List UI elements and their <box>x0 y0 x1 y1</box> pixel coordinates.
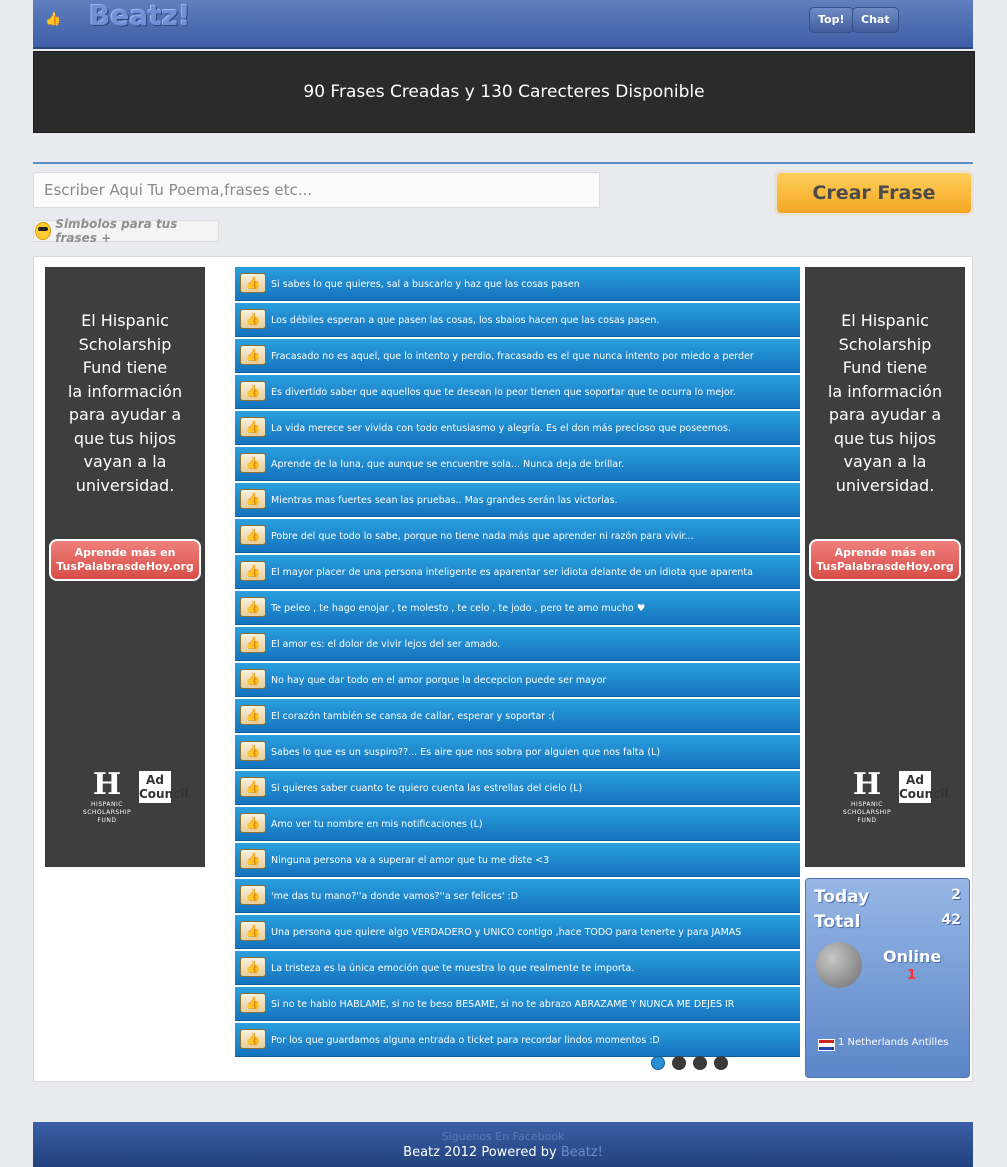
ad-line: Scholarship <box>838 334 932 354</box>
phrase-text: Si sabes lo que quieres, sal a buscarlo y haz que las cosas pasen <box>271 279 580 290</box>
like-thumb-icon[interactable]: 👍 <box>240 705 266 725</box>
phrase-composer <box>33 162 973 244</box>
ad-line: Fund tiene <box>82 358 168 377</box>
globe-icon <box>816 942 862 988</box>
hsf-logo <box>79 769 135 825</box>
banner-text: 90 Frases Creadas y 130 Carecteres Disponible <box>303 82 705 102</box>
like-thumb-icon[interactable]: 👍 <box>240 741 266 761</box>
powered-brand-link[interactable]: Beatz! <box>560 1145 603 1160</box>
phrase-row[interactable] <box>235 339 800 373</box>
online-count: 1 <box>907 968 917 983</box>
phrase-row[interactable] <box>235 807 800 841</box>
top-header <box>33 0 973 49</box>
ad-text <box>805 309 965 497</box>
phrase-text: Si no te hablo HABLAME, si no te beso BESAME, si no te abrazo ABRAZAME Y NUNCA ME DEJES IR <box>271 999 735 1010</box>
phrase-row[interactable] <box>235 303 800 337</box>
nav-top-button[interactable]: Top! <box>809 7 854 33</box>
pager-dot[interactable] <box>651 1056 665 1070</box>
pager-dot[interactable] <box>693 1056 707 1070</box>
like-thumb-icon[interactable]: 👍 <box>240 489 266 509</box>
total-count: 42 <box>941 912 961 928</box>
phrase-text: Mientras mas fuertes sean las pruebas.. Mas grandes serán las victorias. <box>271 495 618 506</box>
ad-line: que tus hijos <box>833 428 937 448</box>
ad-line: El Hispanic <box>81 311 169 330</box>
ad-line: que tus hijos <box>73 428 177 448</box>
facebook-follow-link[interactable]: Siguenos En Facebook <box>441 1130 565 1143</box>
hsf-line: FUND <box>857 817 877 824</box>
ad-line: para ayudar a <box>828 405 942 424</box>
phrase-text: No hay que dar todo en el amor porque la decepcion puede ser mayor <box>271 675 607 686</box>
phrase-row[interactable] <box>235 267 800 301</box>
phrase-row[interactable] <box>235 627 800 661</box>
phrase-row[interactable] <box>235 771 800 805</box>
phrase-row[interactable] <box>235 843 800 877</box>
phrase-text: La vida merece ser vivida con todo entusiasmo y alegría. Es el don más precioso que poseemos. <box>271 423 731 434</box>
ad-line: universidad. <box>75 475 175 495</box>
phrase-row[interactable] <box>235 915 800 949</box>
like-thumb-icon[interactable]: 👍 <box>240 849 266 869</box>
left-ad-banner[interactable] <box>45 267 205 867</box>
like-thumb-icon[interactable]: 👍 <box>240 525 266 545</box>
like-thumb-icon[interactable]: 👍 <box>240 993 266 1013</box>
main-content <box>33 256 973 1082</box>
like-thumb-icon[interactable]: 👍 <box>240 669 266 689</box>
phrase-text: Es divertido saber que aquellos que te desean lo peor tienen que soportar que te ocurra lo mejor. <box>271 387 736 398</box>
hsf-line: HISPANIC <box>851 801 883 808</box>
phrase-text: Aprende de la luna, que aunque se encuentre sola... Nunca deja de brillar. <box>271 459 625 470</box>
hsf-h-icon: H <box>852 767 882 802</box>
right-ad-banner[interactable] <box>805 267 965 867</box>
ad-line: para ayudar a <box>68 405 182 424</box>
phrase-row[interactable] <box>235 375 800 409</box>
hsf-line: SCHOLARSHIP <box>82 809 132 816</box>
phrase-row[interactable] <box>235 879 800 913</box>
phrase-text: Pobre del que todo lo sabe, porque no tiene nada más que aprender ni razón para vivir... <box>271 531 694 542</box>
today-label: Today <box>814 887 870 907</box>
pager-dot[interactable] <box>672 1056 686 1070</box>
phrase-text: Sabes lo que es un suspiro??... Es aire que nos sobra por alguien que nos falta (L) <box>271 747 661 758</box>
nav-chat-button[interactable]: Chat <box>852 7 899 33</box>
phrase-row[interactable] <box>235 951 800 985</box>
ad-line: vayan a la <box>843 452 927 471</box>
like-icon[interactable]: 👍 <box>45 12 62 27</box>
ad-button-line: Aprende más en <box>834 546 936 559</box>
phrase-text: Una persona que quiere algo VERDADERO y UNICO contigo ,hace TODO para tenerte y para JAMAS <box>271 927 742 938</box>
ad-line: la información <box>67 381 183 401</box>
ad-line: Scholarship <box>78 334 172 354</box>
phrase-text: El mayor placer de una persona inteligente es aparentar ser idiota delante de un idiota que aparenta <box>271 567 753 578</box>
flag-icon <box>818 1039 835 1051</box>
hsf-line: FUND <box>97 817 117 824</box>
phrase-text: Te peleo , te hago enojar , te molesto , te celo , te jodo , pero te amo mucho ♥ <box>271 603 646 614</box>
sunglasses-emoji-icon <box>35 222 51 240</box>
phrase-row[interactable] <box>235 447 800 481</box>
symbols-link-label: Simbolos para tus frases + <box>55 217 178 245</box>
site-logo[interactable]: Beatz! <box>89 0 191 32</box>
powered-prefix: Beatz 2012 Powered by <box>403 1145 561 1160</box>
phrase-text: El corazón también se cansa de callar, esperar y soportar :( <box>271 711 556 722</box>
like-thumb-icon[interactable]: 👍 <box>240 813 266 833</box>
phrase-text: Amo ver tu nombre en mis notificaciones (L) <box>271 819 483 830</box>
adcouncil-logo: Ad Council <box>139 773 189 801</box>
hsf-line: HISPANIC <box>91 801 123 808</box>
stats-banner <box>33 51 975 133</box>
visitor-country: 1 Netherlands Antilles <box>838 1037 949 1048</box>
like-thumb-icon[interactable]: 👍 <box>240 561 266 581</box>
ad-logos <box>835 767 949 829</box>
like-thumb-icon[interactable]: 👍 <box>240 921 266 941</box>
ad-learn-more-button[interactable] <box>809 539 961 581</box>
online-label: Online <box>883 947 942 966</box>
like-thumb-icon[interactable]: 👍 <box>240 885 266 905</box>
ad-line: Fund tiene <box>842 358 928 377</box>
ad-line: universidad. <box>835 475 935 495</box>
like-thumb-icon[interactable]: 👍 <box>240 777 266 797</box>
phrase-row[interactable] <box>235 987 800 1021</box>
like-thumb-icon[interactable]: 👍 <box>240 633 266 653</box>
phrase-row[interactable] <box>235 591 800 625</box>
like-thumb-icon[interactable]: 👍 <box>240 417 266 437</box>
phrase-row[interactable] <box>235 483 800 517</box>
phrase-list <box>235 267 800 1059</box>
phrase-text: Por los que guardamos alguna entrada o ticket para recordar lindos momentos :D <box>271 1035 660 1046</box>
footer <box>33 1122 973 1167</box>
powered-by <box>33 1145 973 1160</box>
phrase-pager <box>651 1056 728 1070</box>
total-label: Total <box>814 912 861 932</box>
create-phrase-button[interactable]: Crear Frase <box>774 170 974 216</box>
phrase-row[interactable] <box>235 555 800 589</box>
phrase-text: 'me das tu mano?''a donde vamos?''a ser felices' :D <box>271 891 519 902</box>
adcouncil-logo: Ad Council <box>899 773 949 801</box>
like-thumb-icon[interactable]: 👍 <box>240 381 266 401</box>
ad-line: la información <box>827 381 943 401</box>
ad-line: vayan a la <box>83 452 167 471</box>
phrase-row[interactable] <box>235 519 800 553</box>
phrase-text: Los débiles esperan a que pasen las cosas, los sbaios hacen que las cosas pasen. <box>271 315 660 326</box>
phrase-text: Fracasado no es aquel, que lo intento y perdio, fracasado es el que nunca intento por miedo a perder <box>271 351 754 362</box>
today-count: 2 <box>951 887 961 903</box>
ad-line: El Hispanic <box>841 311 929 330</box>
phrase-row[interactable] <box>235 663 800 697</box>
like-thumb-icon[interactable]: 👍 <box>240 1029 266 1049</box>
ad-button-url: TusPalabrasdeHoy.org <box>816 560 954 573</box>
phrase-row[interactable] <box>235 1023 800 1057</box>
ad-text <box>45 309 205 497</box>
visitor-stats-widget[interactable] <box>805 878 970 1078</box>
phrase-input[interactable] <box>33 172 600 208</box>
symbols-link[interactable] <box>33 217 219 245</box>
hsf-line: SCHOLARSHIP <box>842 809 892 816</box>
hsf-logo <box>839 769 895 825</box>
like-thumb-icon[interactable]: 👍 <box>240 453 266 473</box>
phrase-text: El amor es: el dolor de vivir lejos del ser amado. <box>271 639 501 650</box>
ad-button-url: TusPalabrasdeHoy.org <box>56 560 194 573</box>
phrase-row[interactable] <box>235 411 800 445</box>
phrase-row[interactable] <box>235 699 800 733</box>
like-thumb-icon[interactable]: 👍 <box>240 309 266 329</box>
ad-button-line: Aprende más en <box>74 546 176 559</box>
phrase-text: La tristeza es la única emoción que te muestra lo que realmente te importa. <box>271 963 635 974</box>
ad-logos <box>75 767 189 829</box>
like-thumb-icon[interactable]: 👍 <box>240 273 266 293</box>
hsf-h-icon: H <box>92 767 122 802</box>
pager-dot[interactable] <box>714 1056 728 1070</box>
like-thumb-icon[interactable]: 👍 <box>240 957 266 977</box>
ad-learn-more-button[interactable] <box>49 539 201 581</box>
phrase-text: Ninguna persona va a superar el amor que tu me diste <3 <box>271 855 550 866</box>
phrase-row[interactable] <box>235 735 800 769</box>
like-thumb-icon[interactable]: 👍 <box>240 345 266 365</box>
phrase-text: Si quieres saber cuanto te quiero cuenta las estrellas del cielo (L) <box>271 783 583 794</box>
like-thumb-icon[interactable]: 👍 <box>240 597 266 617</box>
